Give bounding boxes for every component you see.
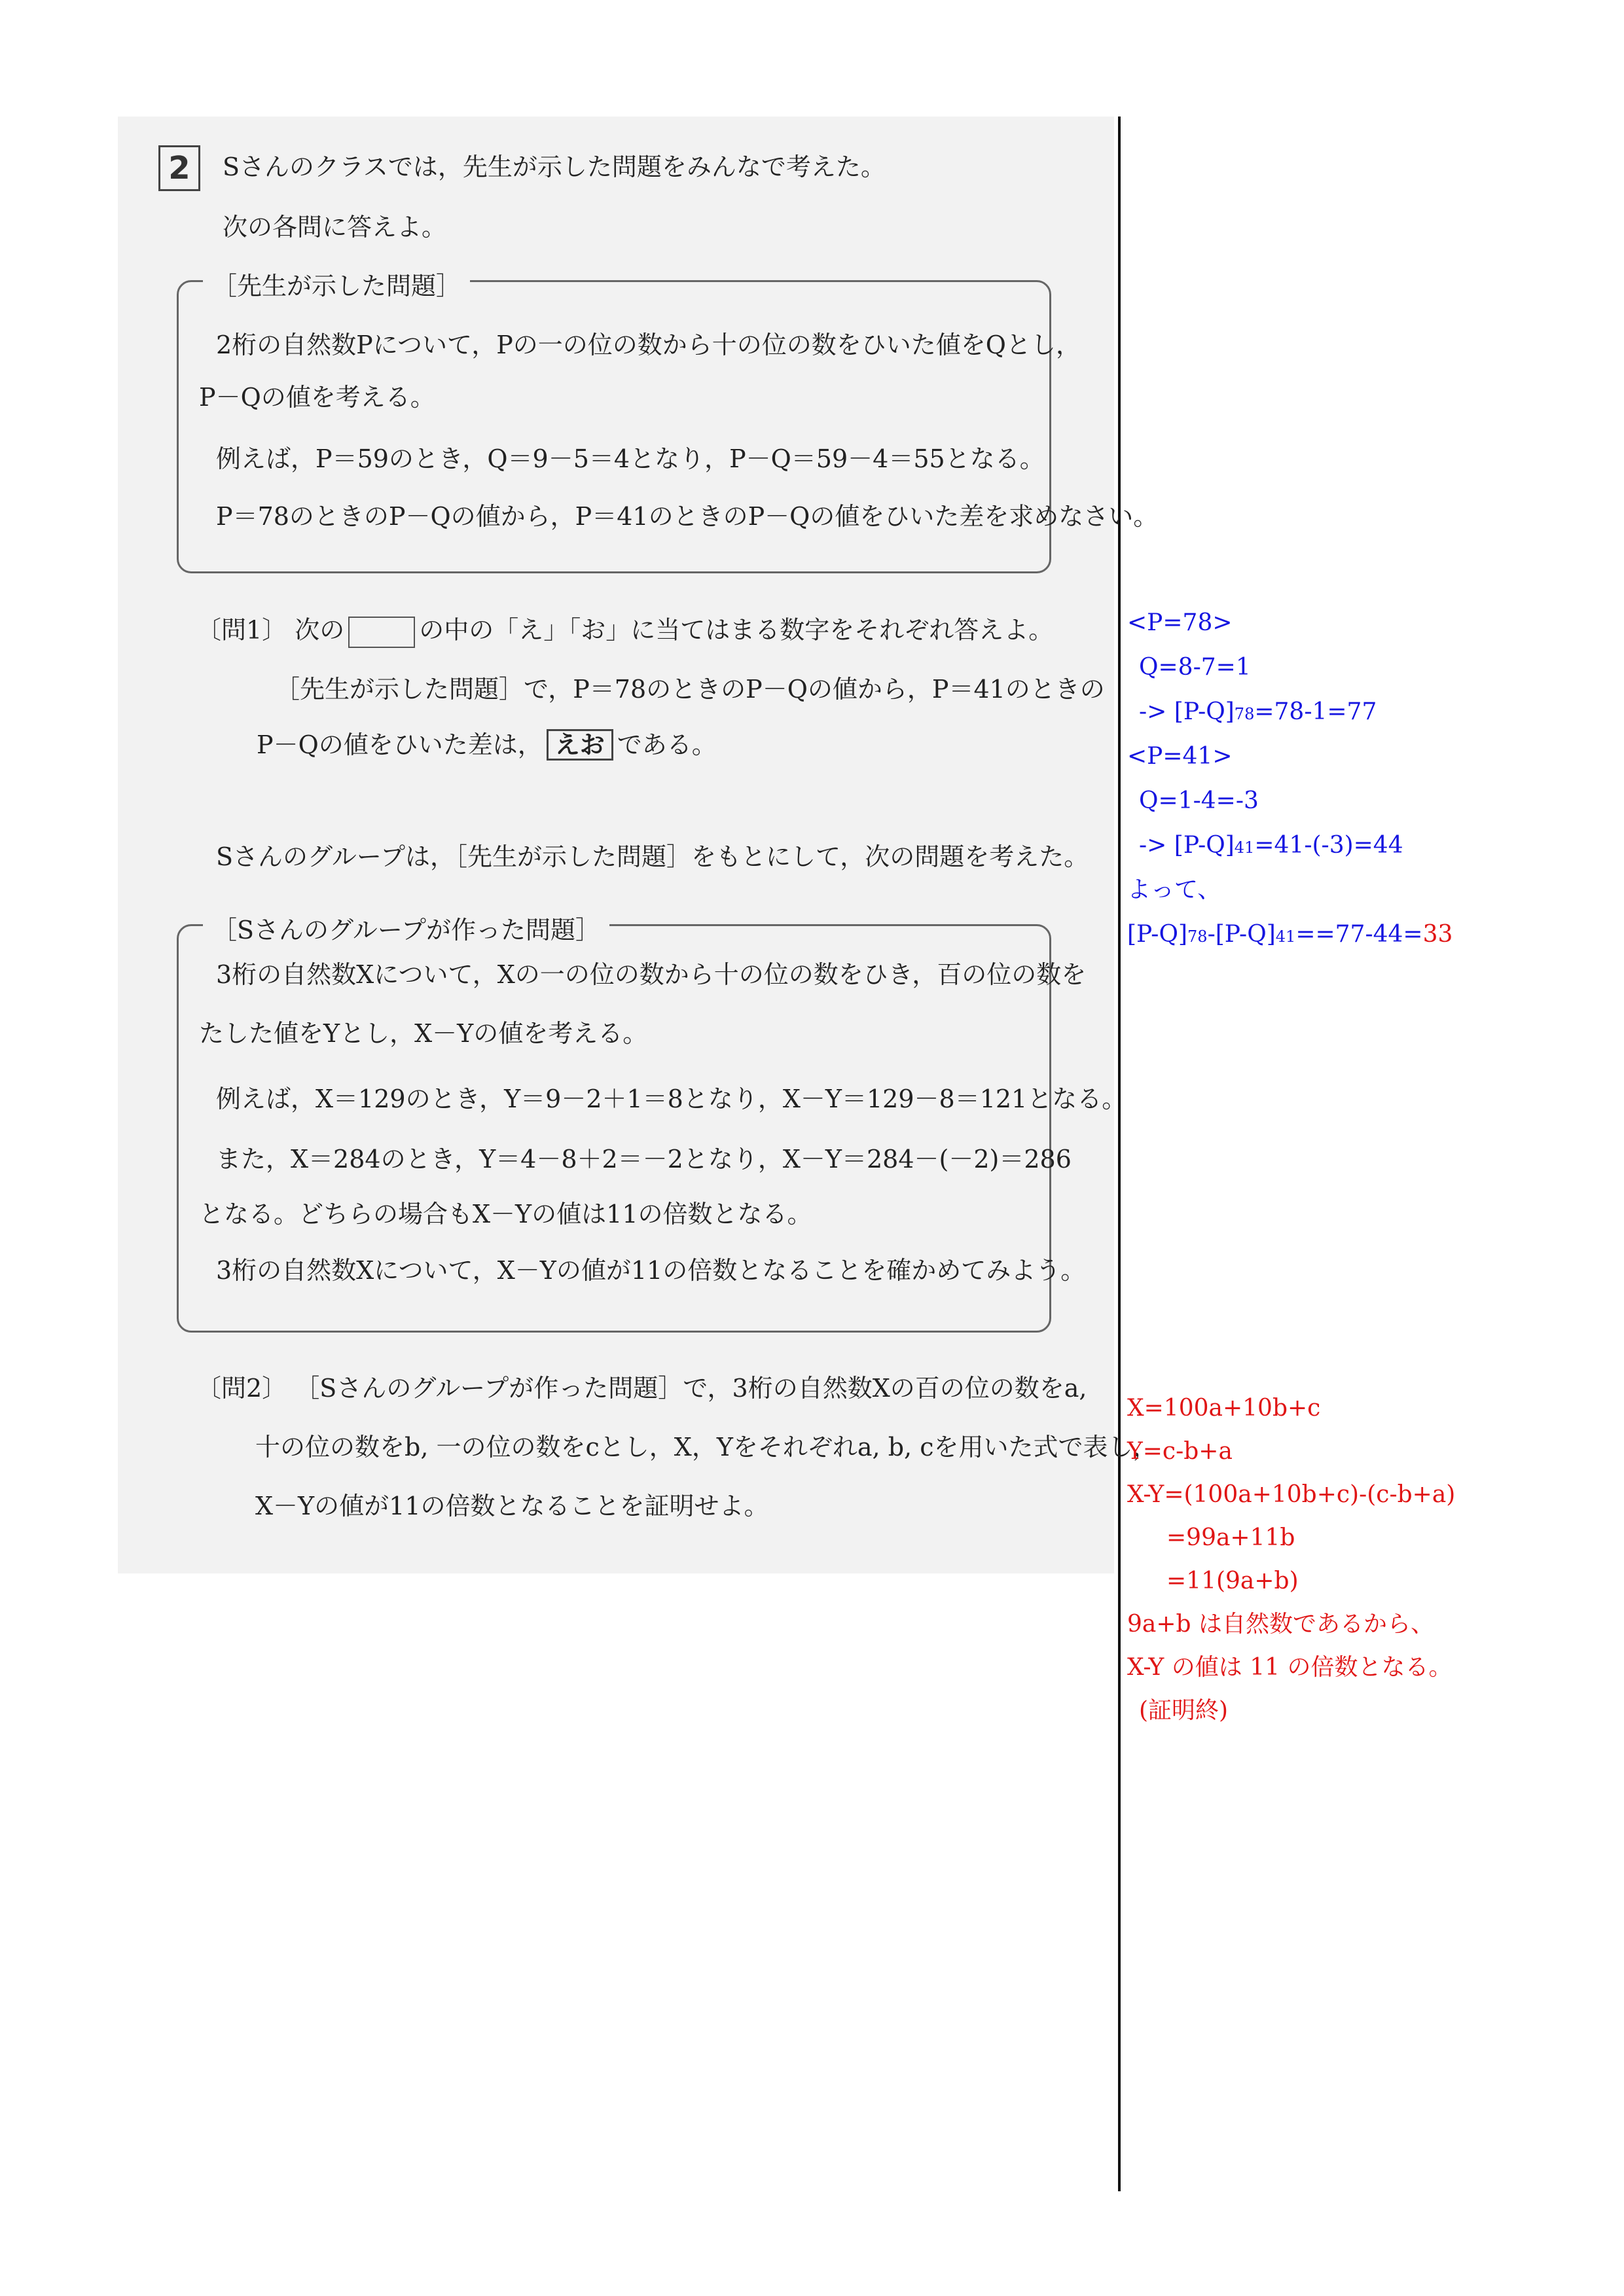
note-final-a: [P-Q] <box>1127 921 1188 948</box>
question-2-line-2: 十の位の数をb, 一の位の数をcとし，X，Yをそれぞれa, b, cを用いた式で表し， <box>255 1433 1158 1462</box>
question-2-label: 〔問2〕 <box>196 1374 287 1403</box>
group-problem-line-5: となる。どちらの場合もX－Yの値は11の倍数となる。 <box>199 1200 812 1229</box>
answer-blank-box <box>348 617 415 648</box>
note-final-sub-2: 41 <box>1275 927 1296 946</box>
question-1-line-3-b: である。 <box>617 730 717 759</box>
question-1-line-1 <box>196 617 1053 648</box>
note-q2-line-6: 9a+b は自然数であるから、 <box>1127 1611 1435 1638</box>
question-number: 2 <box>158 145 200 191</box>
teacher-problem-line-4: P＝78のときのP－Qの値から，P＝41のときのP－Qの値をひいた差を求めなさい。 <box>216 502 1159 531</box>
note-p41-calc <box>1139 834 1403 857</box>
note-p78-calc-a: -> [P-Q] <box>1139 698 1235 725</box>
answer-box-eo: えお <box>547 729 613 761</box>
note-p41-calc-a: -> [P-Q] <box>1139 832 1235 859</box>
question-1-label: 〔問1〕 <box>196 615 287 645</box>
intro-line-2: 次の各問に答えよ。 <box>223 213 447 242</box>
group-problem-line-4: また，X＝284のとき，Y＝4－8＋2＝－2となり，X－Y＝284－(－2)＝286 <box>216 1145 1072 1174</box>
note-q2-line-1: X=100a+10b+c <box>1127 1395 1321 1422</box>
note-q2-line-5: =11(9a+b) <box>1166 1568 1299 1594</box>
note-final-answer: 33 <box>1422 921 1453 948</box>
note-p78-calc <box>1139 700 1377 724</box>
teacher-problem-line-3: 例えば，P＝59のとき，Q＝9－5＝4となり，P－Q＝59－4＝55となる。 <box>216 444 1045 473</box>
question-2-line-1 <box>196 1376 1087 1401</box>
note-final <box>1127 923 1453 946</box>
group-problem-line-6: 3桁の自然数Xについて，X－Yの値が11の倍数となることを確かめてみよう。 <box>216 1256 1086 1285</box>
note-therefore: よって、 <box>1127 876 1221 903</box>
note-final-b: -[P-Q] <box>1207 921 1276 948</box>
question-1-line-2: ［先生が示した問題］で，P＝78のときのP－Qの値から，P＝41のときの <box>275 675 1105 704</box>
note-final-sub-1: 78 <box>1187 927 1208 946</box>
group-problem-line-2: たした値をYとし，X－Yの値を考える。 <box>199 1019 648 1048</box>
note-p78-sub: 78 <box>1234 705 1255 723</box>
teacher-problem-line-1: 2桁の自然数Pについて，Pの一の位の数から十の位の数をひいた値をQとし， <box>216 331 1081 359</box>
group-problem-title: ［Sさんのグループが作った問題］ <box>203 910 609 946</box>
note-q2-line-2: Y=c-b+a <box>1127 1438 1233 1465</box>
note-p41-calc-b: =41-(-3)=44 <box>1254 832 1403 859</box>
note-q2-line-4: =99a+11b <box>1166 1524 1295 1551</box>
note-q2-line-7: X-Y の値は 11 の倍数となる。 <box>1127 1654 1453 1681</box>
group-intro: Sさんのグループは，［先生が示した問題］をもとにして，次の問題を考えた。 <box>216 842 1089 871</box>
note-q2-line-3: X-Y=(100a+10b+c)-(c-b+a) <box>1127 1481 1456 1508</box>
teacher-problem-title: ［先生が示した問題］ <box>203 266 470 302</box>
intro-line-1: Sさんのクラスでは，先生が示した問題をみんなで考えた。 <box>223 152 886 181</box>
note-p78-q: Q=8-7=1 <box>1139 654 1251 681</box>
question-2-text-1: ［Sさんのグループが作った問題］で，3桁の自然数Xの百の位の数をa, <box>295 1374 1087 1403</box>
group-problem-line-3: 例えば，X＝129のとき，Y＝9－2＋1＝8となり，X－Y＝129－8＝121となる。 <box>216 1085 1127 1113</box>
teacher-problem-line-2: P－Qの値を考える。 <box>199 383 435 412</box>
note-p41-header: <P=41> <box>1127 743 1233 770</box>
group-problem-line-1: 3桁の自然数Xについて，Xの一の位の数から十の位の数をひき，百の位の数を <box>216 960 1087 989</box>
note-p41-q: Q=1-4=-3 <box>1139 787 1259 814</box>
question-1-line-3 <box>257 729 717 761</box>
note-p78-header: <P=78> <box>1127 609 1233 636</box>
note-p41-sub: 41 <box>1234 838 1255 857</box>
note-q2-line-8: (証明終) <box>1139 1697 1229 1724</box>
note-final-c: ==77-44= <box>1295 921 1423 948</box>
question-2-line-3: X－Yの値が11の倍数となることを証明せよ。 <box>255 1492 769 1520</box>
vertical-divider <box>1118 117 1121 2191</box>
question-1-text-a: 次の <box>295 615 345 645</box>
question-1-text-b: の中の「え」「お」に当てはまる数字をそれぞれ答えよ。 <box>419 615 1054 645</box>
question-1-line-3-a: P－Qの値をひいた差は， <box>257 730 543 759</box>
note-p78-calc-b: =78-1=77 <box>1254 698 1377 725</box>
